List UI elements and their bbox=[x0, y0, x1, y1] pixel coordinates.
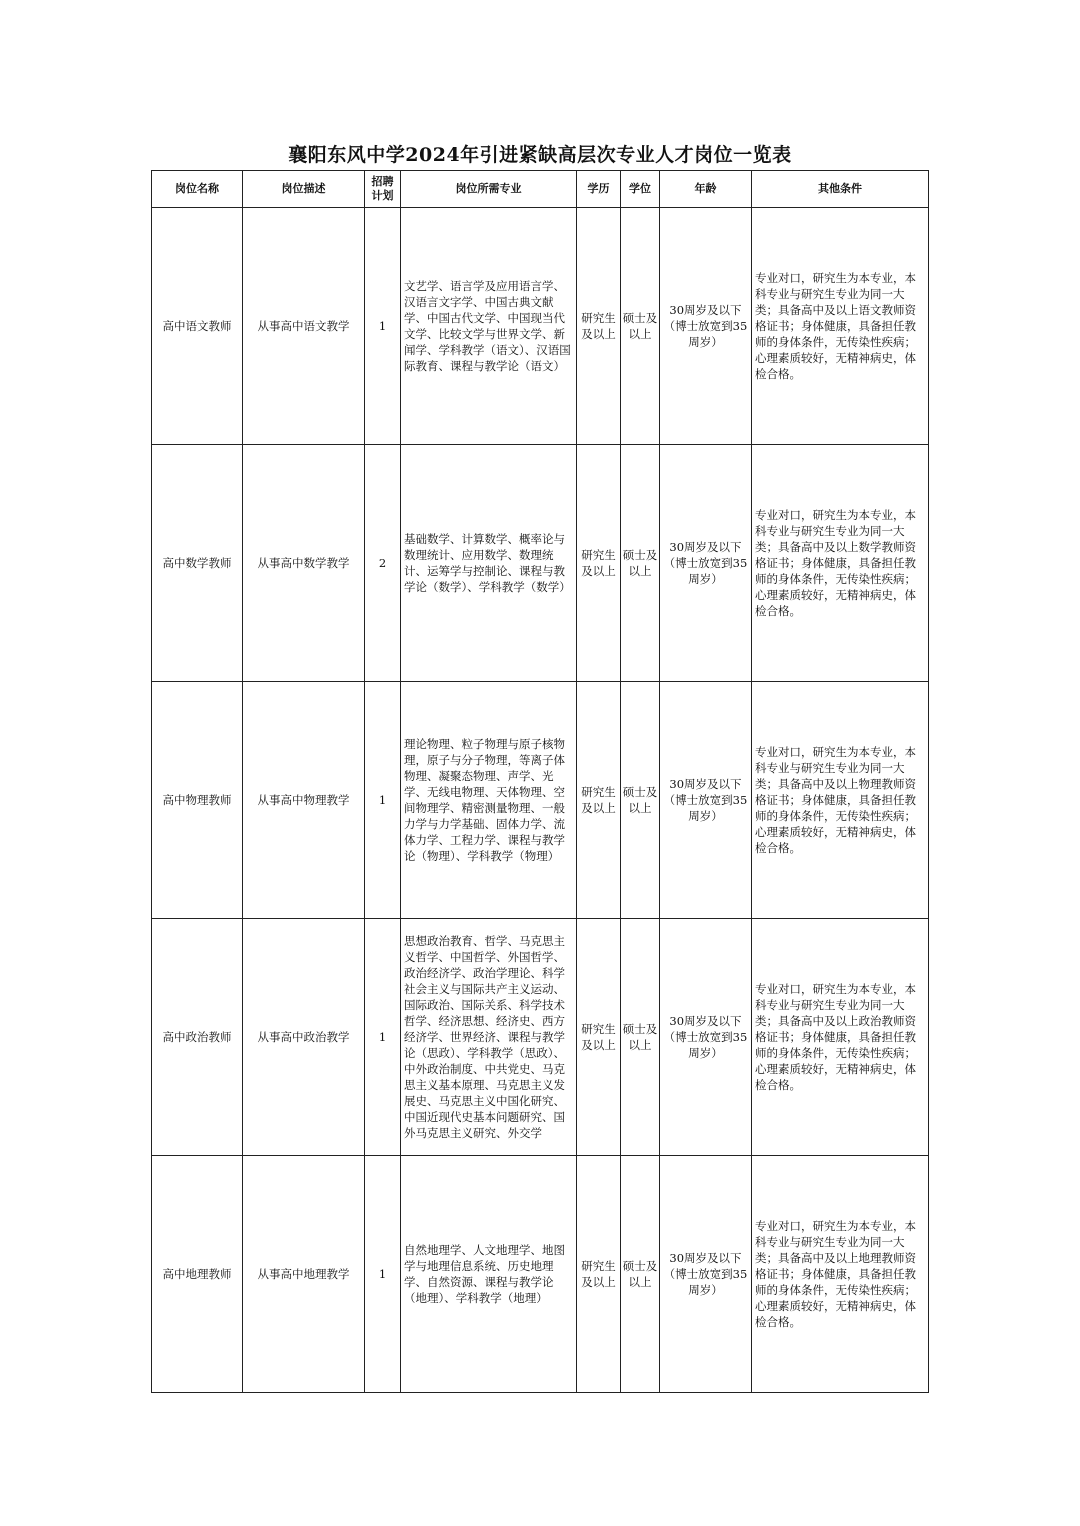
required-majors-cell: 基础数学、计算数学、概率论与数理统计、应用数学、数理统计、运筹学与控制论、课程与教学论（数学）、学科教学（数学） bbox=[401, 445, 577, 682]
education-cell: 研究生及以上 bbox=[577, 919, 621, 1156]
required-majors-cell: 自然地理学、人文地理学、地图学与地理信息系统、历史地理学、自然资源、课程与教学论（地理）、学科教学（地理） bbox=[401, 1156, 577, 1393]
degree-cell: 硕士及以上 bbox=[621, 208, 660, 445]
required-majors-cell: 理论物理、粒子物理与原子核物理，原子与分子物理，等离子体物理、凝聚态物理、声学、光学、无线电物理、天体物理、空间物理学、精密测量物理、一般力学与力学基础、固体力学、流体力学、工程力学、课程与教学论（物理）、学科教学（物理） bbox=[401, 682, 577, 919]
position-description-cell: 从事高中政治教学 bbox=[243, 919, 365, 1156]
hiring-plan-cell: 2 bbox=[365, 445, 401, 682]
header-position-description: 岗位描述 bbox=[243, 171, 365, 208]
position-table bbox=[151, 170, 929, 1393]
position-name-cell: 高中语文教师 bbox=[152, 208, 243, 445]
header-age: 年龄 bbox=[660, 171, 752, 208]
hiring-plan-cell: 1 bbox=[365, 1156, 401, 1393]
degree-cell: 硕士及以上 bbox=[621, 1156, 660, 1393]
hiring-plan-cell: 1 bbox=[365, 208, 401, 445]
other-conditions-cell: 专业对口，研究生为本专业，本科专业与研究生专业为同一大类；具备高中及以上物理教师资格证书；身体健康，具备担任教师的身体条件，无传染性疾病；心理素质较好，无精神病史，体检合格。 bbox=[752, 682, 929, 919]
position-name-cell: 高中地理教师 bbox=[152, 1156, 243, 1393]
header-position-name: 岗位名称 bbox=[152, 171, 243, 208]
required-majors-cell: 文艺学、语言学及应用语言学、汉语言文字学、中国古典文献学、中国古代文学、中国现当代文学、比较文学与世界文学、新闻学、学科教学（语文）、汉语国际教育、课程与教学论（语文） bbox=[401, 208, 577, 445]
position-name-cell: 高中政治教师 bbox=[152, 919, 243, 1156]
age-cell: 30周岁及以下（博士放宽到35周岁） bbox=[660, 445, 752, 682]
hiring-plan-cell: 1 bbox=[365, 682, 401, 919]
table-row bbox=[152, 682, 929, 919]
position-description-cell: 从事高中数学教学 bbox=[243, 445, 365, 682]
header-other-conditions: 其他条件 bbox=[752, 171, 929, 208]
table-row bbox=[152, 208, 929, 445]
education-cell: 研究生及以上 bbox=[577, 682, 621, 919]
position-description-cell: 从事高中物理教学 bbox=[243, 682, 365, 919]
other-conditions-cell: 专业对口，研究生为本专业，本科专业与研究生专业为同一大类；具备高中及以上数学教师资格证书；身体健康，具备担任教师的身体条件，无传染性疾病；心理素质较好，无精神病史，体检合格。 bbox=[752, 445, 929, 682]
other-conditions-cell: 专业对口，研究生为本专业，本科专业与研究生专业为同一大类；具备高中及以上语文教师资格证书；身体健康，具备担任教师的身体条件，无传染性疾病；心理素质较好，无精神病史，体检合格。 bbox=[752, 208, 929, 445]
table-row bbox=[152, 445, 929, 682]
header-education: 学历 bbox=[577, 171, 621, 208]
header-degree: 学位 bbox=[621, 171, 660, 208]
age-cell: 30周岁及以下（博士放宽到35周岁） bbox=[660, 1156, 752, 1393]
header-required-majors: 岗位所需专业 bbox=[401, 171, 577, 208]
table-row bbox=[152, 919, 929, 1156]
other-conditions-cell: 专业对口，研究生为本专业，本科专业与研究生专业为同一大类；具备高中及以上地理教师资格证书；身体健康，具备担任教师的身体条件，无传染性疾病；心理素质较好，无精神病史，体检合格。 bbox=[752, 1156, 929, 1393]
table-row bbox=[152, 1156, 929, 1393]
position-description-cell: 从事高中语文教学 bbox=[243, 208, 365, 445]
age-cell: 30周岁及以下（博士放宽到35周岁） bbox=[660, 919, 752, 1156]
position-name-cell: 高中物理教师 bbox=[152, 682, 243, 919]
position-name-cell: 高中数学教师 bbox=[152, 445, 243, 682]
degree-cell: 硕士及以上 bbox=[621, 445, 660, 682]
education-cell: 研究生及以上 bbox=[577, 445, 621, 682]
age-cell: 30周岁及以下（博士放宽到35周岁） bbox=[660, 682, 752, 919]
position-description-cell: 从事高中地理教学 bbox=[243, 1156, 365, 1393]
degree-cell: 硕士及以上 bbox=[621, 682, 660, 919]
education-cell: 研究生及以上 bbox=[577, 208, 621, 445]
header-hiring-plan: 招聘 计划 bbox=[365, 171, 401, 208]
education-cell: 研究生及以上 bbox=[577, 1156, 621, 1393]
required-majors-cell: 思想政治教育、哲学、马克思主义哲学、中国哲学、外国哲学、政治经济学、政治学理论、科学社会主义与国际共产主义运动、国际政治、国际关系、科学技术哲学、经济思想、经济史、西方经济学、世界经济、课程与教学论（思政）、学科教学（思政）、中外政治制度、中共党史、马克思主义基本原理、马克思主义发展史、马克思主义中国化研究、中国近现代史基本问题研究、国外马克思主义研究、外交学 bbox=[401, 919, 577, 1156]
age-cell: 30周岁及以下（博士放宽到35周岁） bbox=[660, 208, 752, 445]
page-title: 襄阳东风中学2024年引进紧缺高层次专业人才岗位一览表 bbox=[288, 144, 792, 166]
hiring-plan-cell: 1 bbox=[365, 919, 401, 1156]
other-conditions-cell: 专业对口，研究生为本专业，本科专业与研究生专业为同一大类；具备高中及以上政治教师资格证书；身体健康，具备担任教师的身体条件，无传染性疾病；心理素质较好，无精神病史，体检合格。 bbox=[752, 919, 929, 1156]
table-header-row bbox=[152, 171, 929, 208]
degree-cell: 硕士及以上 bbox=[621, 919, 660, 1156]
